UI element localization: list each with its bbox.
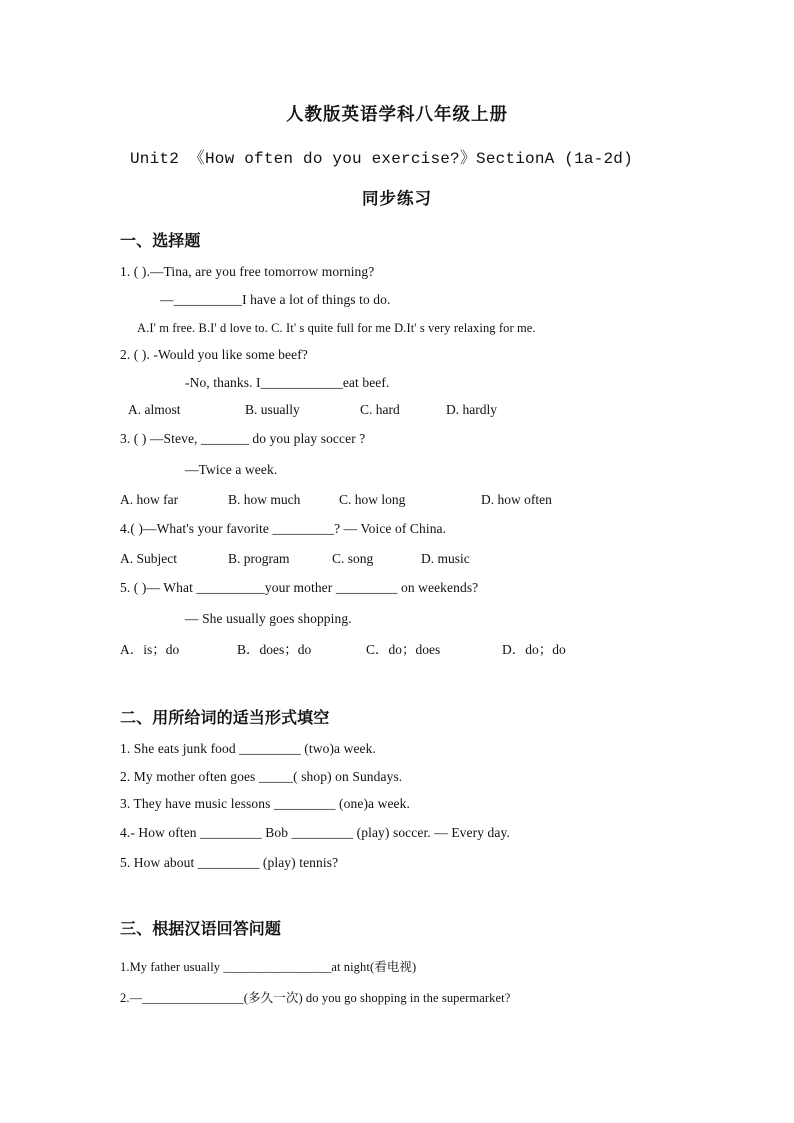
q2-option-d: D. hardly	[446, 402, 497, 417]
translate-item-1: 1.My father usually _________________at night(看电视)	[120, 960, 417, 974]
fill-item-3: 3. They have music lessons _________ (one)a week.	[120, 796, 410, 811]
fill-item-2: 2. My mother often goes _____( shop) on Sundays.	[120, 769, 403, 784]
q1-response: —__________I have a lot of things to do.	[160, 292, 391, 307]
section2-heading: 二、用所给词的适当形式填空	[120, 708, 330, 727]
q1-stem: 1. ( ).—Tina, are you free tomorrow morning?	[120, 264, 375, 279]
q3-stem: 3. ( ) —Steve, _______ do you play soccer ?	[120, 431, 366, 446]
section1-heading: 一、选择题	[120, 231, 201, 250]
fill-item-4: 4.- How often _________ Bob _________ (play) soccer. — Every day.	[120, 825, 510, 840]
q4-option-a: A. Subject	[120, 551, 177, 566]
q1-options: A.I' m free. B.I' d love to. C. It' s quite full for me D.It' s very relaxing for me.	[137, 321, 536, 335]
q2-stem: 2. ( ). -Would you like some beef?	[120, 347, 308, 362]
q5-option-b: B．does；do	[237, 642, 312, 657]
document-title: 人教版英语学科八年级上册	[286, 105, 508, 125]
q3-option-d: D. how often	[481, 492, 552, 507]
q4-option-c: C. song	[332, 551, 374, 566]
q2-option-b: B. usually	[245, 402, 300, 417]
document-subtitle: Unit2 《How often do you exercise?》SectionA (1a-2d)	[130, 150, 633, 168]
q3-response: —Twice a week.	[185, 462, 278, 477]
q3-option-b: B. how much	[228, 492, 301, 507]
translate-item-2: 2.—________________(多久一次) do you go shopping in the supermarket?	[120, 991, 511, 1005]
fill-item-5: 5. How about _________ (play) tennis?	[120, 855, 339, 870]
q3-option-a: A. how far	[120, 492, 179, 507]
q5-response: — She usually goes shopping.	[185, 611, 352, 626]
document-label: 同步练习	[362, 189, 432, 208]
q2-response: -No, thanks. I____________eat beef.	[185, 375, 390, 390]
fill-item-1: 1. She eats junk food _________ (two)a week.	[120, 741, 376, 756]
q5-option-a: A．is；do	[120, 642, 180, 657]
section3-heading: 三、根据汉语回答问题	[120, 919, 282, 938]
q5-stem: 5. ( )— What __________your mother _________ on weekends?	[120, 580, 479, 595]
q4-stem: 4.( )—What's your favorite _________? — Voice of China.	[120, 521, 447, 536]
q5-option-d: D．do；do	[502, 642, 566, 657]
q5-option-c: C．do；does	[366, 642, 441, 657]
q2-option-a: A. almost	[128, 402, 181, 417]
q2-option-c: C. hard	[360, 402, 400, 417]
q4-option-d: D. music	[421, 551, 470, 566]
q3-option-c: C. how long	[339, 492, 406, 507]
q4-option-b: B. program	[228, 551, 290, 566]
